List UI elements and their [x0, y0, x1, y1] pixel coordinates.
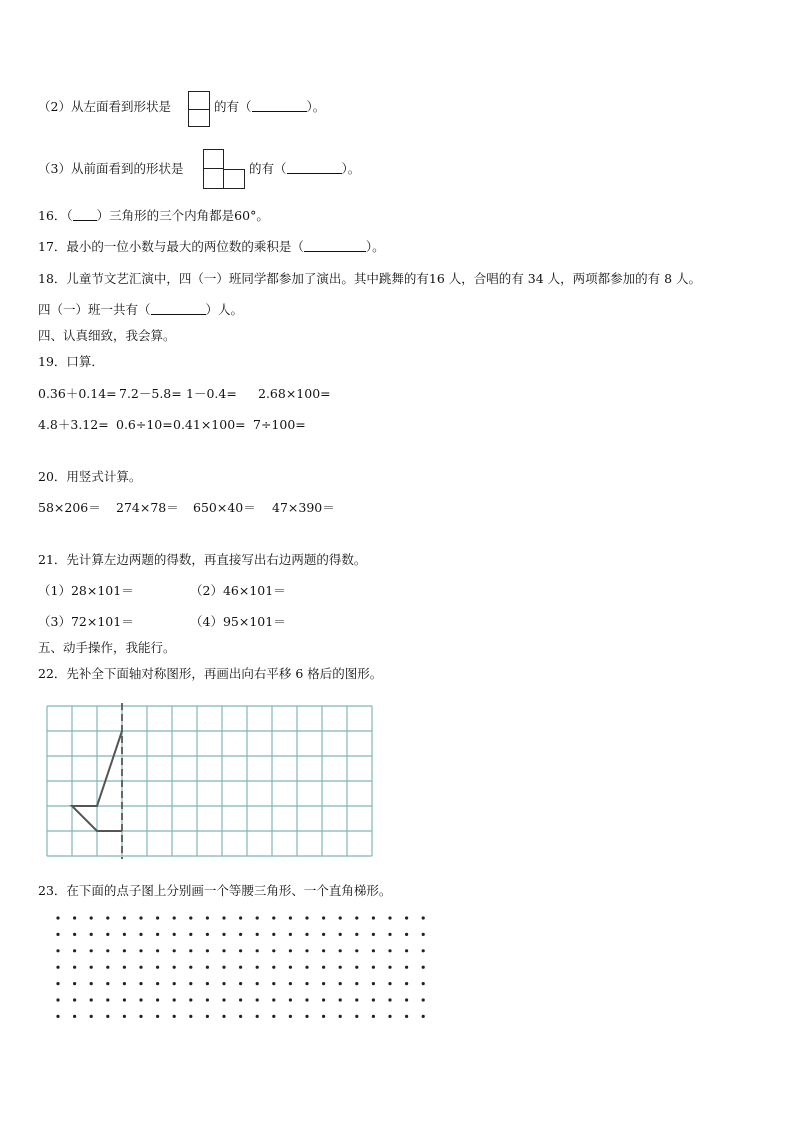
square-grid-figure[interactable] [40, 700, 380, 865]
grid-dot [139, 998, 142, 1001]
grid-dot [222, 966, 225, 969]
section-4-heading: 四、认真细致，我会算。 [38, 328, 176, 343]
q15-part3-after: 的有（ [249, 161, 287, 176]
grid-dot [372, 949, 375, 952]
answer-blank[interactable] [252, 99, 307, 112]
grid-dot [405, 1015, 408, 1018]
grid-dot [422, 998, 425, 1001]
grid-dot [139, 933, 142, 936]
grid-dot [289, 982, 292, 985]
grid-dot [422, 933, 425, 936]
grid-dot [388, 1015, 391, 1018]
question-19-title: 19．口算． [38, 354, 104, 369]
grid-dot [173, 966, 176, 969]
q19-row1-item4: 2.68×100= [258, 386, 331, 401]
answer-blank[interactable] [304, 239, 366, 252]
front-view-shape [203, 149, 245, 189]
grid-dot [239, 1015, 242, 1018]
grid-dot [372, 1015, 375, 1018]
q18-line2-after: ）人。 [205, 302, 244, 317]
q18-line2-before: 四（一）班一共有（ [38, 302, 151, 317]
grid-dot [90, 1015, 93, 1018]
grid-dot [123, 916, 126, 919]
grid-dot [272, 966, 275, 969]
grid-dot [305, 966, 308, 969]
grid-dot [239, 949, 242, 952]
grid-dot [322, 1015, 325, 1018]
grid-dot [90, 916, 93, 919]
grid-dot [206, 966, 209, 969]
q21-item3: （3）72×101＝ [38, 614, 134, 629]
grid-dot [388, 933, 391, 936]
grid-dot [73, 998, 76, 1001]
grid-dot [422, 916, 425, 919]
grid-dot [339, 998, 342, 1001]
grid-dot [56, 916, 59, 919]
grid-dot [123, 949, 126, 952]
grid-dot [388, 916, 391, 919]
grid-dot [90, 998, 93, 1001]
grid-dot [322, 998, 325, 1001]
left-view-shape [188, 91, 210, 127]
grid-dot [256, 966, 259, 969]
grid-dot [289, 1015, 292, 1018]
grid-dot [272, 949, 275, 952]
grid-dot [422, 1015, 425, 1018]
grid-dot [73, 1015, 76, 1018]
grid-dot [222, 916, 225, 919]
grid-dot [90, 966, 93, 969]
q19-row2-item2: 0.6÷10= [116, 417, 173, 432]
grid-dot [222, 1015, 225, 1018]
grid-dot [305, 1015, 308, 1018]
grid-dot [256, 949, 259, 952]
grid-dot [156, 982, 159, 985]
grid-dot [272, 933, 275, 936]
grid-dot [372, 916, 375, 919]
grid-dot [73, 933, 76, 936]
grid-dot [56, 998, 59, 1001]
question-18-line2 [38, 302, 243, 318]
grid-dot [289, 998, 292, 1001]
grid-dot [73, 949, 76, 952]
grid-dot [422, 966, 425, 969]
grid-dot [372, 982, 375, 985]
grid-dot [56, 933, 59, 936]
question-22-title: 22．先补全下面轴对称图形，再画出向右平移 6 格后的图形。 [38, 666, 383, 681]
q15-part3 [38, 161, 183, 177]
grid-dot [189, 933, 192, 936]
grid-dot [189, 966, 192, 969]
grid-dot [355, 966, 358, 969]
grid-dot [239, 916, 242, 919]
grid-dot [305, 998, 308, 1001]
q15-part3-text: （3）从前面看到的形状是 [38, 161, 184, 176]
grid-dot [139, 916, 142, 919]
grid-dot [239, 966, 242, 969]
grid-dot [339, 949, 342, 952]
q15-part2 [38, 99, 171, 115]
section-5-heading: 五、动手操作，我能行。 [38, 640, 176, 655]
question-21-title: 21．先计算左边两题的得数，再直接写出右边两题的得数。 [38, 552, 367, 567]
grid-dot [372, 933, 375, 936]
q20-item4: 47×390＝ [272, 500, 335, 515]
grid-dot [272, 916, 275, 919]
grid-dot [173, 1015, 176, 1018]
grid-dot [272, 1015, 275, 1018]
grid-dot [189, 1015, 192, 1018]
q19-row1-item3: 1－0.4= [186, 386, 237, 401]
grid-dot [173, 949, 176, 952]
grid-dot [339, 966, 342, 969]
grid-dot [56, 966, 59, 969]
q18-text: 18．儿童节文艺汇演中，四（一）班同学都参加了演出。其中跳舞的有16 人，合唱的有 34 人，两项都参加的有 8 人。 [38, 271, 702, 286]
q15-part2-text: （2）从左面看到形状是 [38, 99, 171, 114]
grid-dot [156, 933, 159, 936]
q15-part3-end: ）。 [341, 161, 361, 176]
grid-dot [106, 966, 109, 969]
q21-item1: （1）28×101＝ [38, 583, 134, 598]
q17-after: ）。 [365, 239, 385, 254]
grid-dot [90, 933, 93, 936]
grid-dot [206, 916, 209, 919]
grid-dot [222, 982, 225, 985]
q19-row2-item3: 0.41×100= [173, 417, 246, 432]
grid-dot [90, 982, 93, 985]
grid-dot [256, 933, 259, 936]
grid-dot [123, 982, 126, 985]
grid-dot [156, 949, 159, 952]
q15-part2-end: ）。 [306, 99, 326, 114]
question-16 [38, 208, 269, 224]
grid-dot [73, 916, 76, 919]
grid-dot [173, 998, 176, 1001]
question-17 [38, 239, 385, 255]
grid-dot [405, 982, 408, 985]
grid-dot [339, 916, 342, 919]
grid-dot [139, 982, 142, 985]
grid-dot [222, 998, 225, 1001]
grid-dot [206, 982, 209, 985]
grid-dot [355, 998, 358, 1001]
grid-dot [123, 1015, 126, 1018]
grid-dot [305, 933, 308, 936]
grid-dot [239, 933, 242, 936]
grid-dot [256, 916, 259, 919]
q19-row1-item1: 0.36＋0.14= [38, 386, 117, 401]
grid-dot [156, 1015, 159, 1018]
q21-item4: （4）95×101＝ [190, 614, 286, 629]
grid-dot [106, 982, 109, 985]
grid-dot [322, 982, 325, 985]
grid-dot [173, 982, 176, 985]
grid-dot [355, 916, 358, 919]
grid-dot [372, 998, 375, 1001]
grid-dot [355, 949, 358, 952]
grid-dot [173, 933, 176, 936]
grid-dot [355, 1015, 358, 1018]
grid-dot [73, 982, 76, 985]
grid-dot [405, 916, 408, 919]
grid-dot [339, 933, 342, 936]
grid-dot [272, 982, 275, 985]
grid-dot [56, 949, 59, 952]
grid-dot [189, 998, 192, 1001]
grid-dot [239, 998, 242, 1001]
answer-blank[interactable] [73, 208, 97, 221]
grid-dot [173, 916, 176, 919]
q20-item3: 650×40＝ [193, 500, 256, 515]
grid-dot [90, 949, 93, 952]
grid-dot [222, 949, 225, 952]
grid-dot [322, 933, 325, 936]
grid-dot [289, 966, 292, 969]
grid-dot [405, 933, 408, 936]
grid-dot [305, 916, 308, 919]
grid-dot [206, 998, 209, 1001]
grid-dot [206, 1015, 209, 1018]
grid-dot [239, 982, 242, 985]
grid-dot [123, 998, 126, 1001]
q16-after: ）三角形的三个内角都是60°。 [96, 208, 269, 223]
q15-part2-answer [214, 99, 325, 115]
grid-dot [256, 998, 259, 1001]
question-20-title: 20．用竖式计算。 [38, 469, 142, 484]
answer-blank[interactable] [287, 161, 342, 174]
grid-dot [123, 966, 126, 969]
q19-row2-item1: 4.8＋3.12= [38, 417, 109, 432]
grid-dot [139, 966, 142, 969]
grid-dot [339, 1015, 342, 1018]
grid-dot [305, 982, 308, 985]
grid-dot [256, 1015, 259, 1018]
grid-dot [106, 933, 109, 936]
grid-dot [322, 949, 325, 952]
grid-dot [139, 949, 142, 952]
q15-part2-after: 的有（ [214, 99, 252, 114]
grid-dot [189, 949, 192, 952]
grid-dot [222, 933, 225, 936]
q16-before: 16．（ [38, 208, 73, 223]
grid-dot [405, 949, 408, 952]
grid-dot [355, 933, 358, 936]
grid-dot [123, 933, 126, 936]
grid-dot [106, 949, 109, 952]
grid-dot [156, 998, 159, 1001]
grid-dot [289, 949, 292, 952]
grid-dot [355, 982, 358, 985]
grid-dot [388, 966, 391, 969]
grid-dot [206, 949, 209, 952]
grid-dot [405, 966, 408, 969]
q15-part3-answer [249, 161, 360, 177]
dot-grid[interactable] [50, 910, 440, 1025]
question-18-line1 [38, 271, 701, 287]
q20-item2: 274×78＝ [116, 500, 179, 515]
grid-dot [422, 949, 425, 952]
q21-item2: （2）46×101＝ [190, 583, 286, 598]
grid-dot [106, 916, 109, 919]
grid-dot [405, 998, 408, 1001]
grid-dot [339, 982, 342, 985]
grid-dot [256, 982, 259, 985]
grid-dot [322, 916, 325, 919]
grid-dot [139, 1015, 142, 1018]
grid-dot [206, 933, 209, 936]
grid-dot [388, 949, 391, 952]
grid-dot [106, 1015, 109, 1018]
grid-dot [272, 998, 275, 1001]
grid-dot [73, 966, 76, 969]
answer-blank[interactable] [151, 302, 206, 315]
q19-row2-item4: 7÷100= [253, 417, 306, 432]
grid-dot [189, 916, 192, 919]
grid-dot [189, 982, 192, 985]
grid-dot [156, 966, 159, 969]
grid-dot [56, 1015, 59, 1018]
q20-item1: 58×206＝ [38, 500, 101, 515]
grid-dot [322, 966, 325, 969]
grid-dot [388, 982, 391, 985]
grid-dot [289, 916, 292, 919]
grid-dot [305, 949, 308, 952]
grid-dot [289, 933, 292, 936]
grid-dot [56, 982, 59, 985]
q17-before: 17．最小的一位小数与最大的两位数的乘积是（ [38, 239, 304, 254]
grid-dot [388, 998, 391, 1001]
grid-dot [106, 998, 109, 1001]
grid-dot [156, 916, 159, 919]
grid-dot [422, 982, 425, 985]
question-23-title: 23．在下面的点子图上分别画一个等腰三角形、一个直角梯形。 [38, 883, 392, 898]
q19-row1-item2: 7.2－5.8= [119, 386, 182, 401]
grid-dot [372, 966, 375, 969]
